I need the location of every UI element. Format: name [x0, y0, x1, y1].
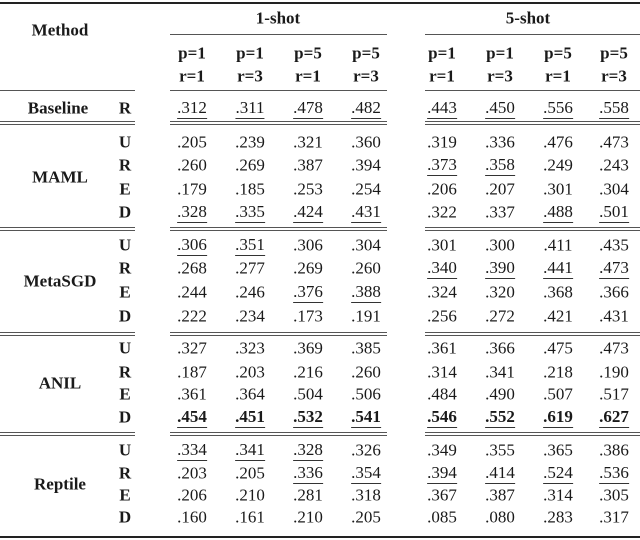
table-cell: .327 [177, 338, 207, 358]
table-cell: .336 [293, 463, 323, 482]
table-cell: .373 [427, 155, 457, 174]
table-cell: .358 [485, 155, 515, 174]
table-cell: .304 [599, 179, 629, 199]
table-cell: .476 [543, 132, 573, 152]
table-cell: .244 [177, 282, 207, 302]
metric-letter: E [119, 179, 131, 199]
table-cell: .336 [485, 132, 515, 152]
metric-letter: U [118, 440, 132, 460]
table-cell: .218 [543, 362, 573, 382]
table-cell: .269 [235, 155, 265, 175]
table-cell: .504 [293, 384, 323, 404]
p-label: p=5 [352, 43, 380, 63]
table-rule [170, 230, 387, 231]
cmidrule-1-shot [170, 34, 387, 35]
table-rule [170, 435, 387, 436]
table-cell: .160 [177, 507, 207, 527]
table-cell: .300 [485, 235, 515, 255]
table-cell: .421 [543, 306, 573, 326]
table-cell: .558 [599, 98, 629, 117]
table-cell: .368 [543, 282, 573, 302]
table-rule [170, 124, 387, 125]
table-cell: .450 [485, 98, 515, 117]
table-rule [0, 227, 135, 228]
table-cell: .365 [543, 440, 573, 460]
r-label: r=1 [429, 66, 455, 86]
table-cell: .222 [177, 306, 207, 326]
table-cell: .506 [351, 384, 381, 404]
table-cell: .501 [599, 202, 629, 221]
method-header: Method [31, 20, 89, 40]
table-cell: .361 [427, 338, 457, 358]
table-cell: .191 [351, 306, 381, 326]
table-cell: .304 [351, 235, 381, 255]
table-cell: .328 [177, 202, 207, 221]
p-label: p=5 [294, 43, 322, 63]
table-cell: .394 [427, 463, 457, 482]
table-cell: .306 [177, 235, 207, 254]
table-rule [425, 332, 640, 333]
table-cell: .424 [293, 202, 323, 221]
table-cell: .441 [543, 258, 573, 277]
table-cell: .190 [599, 362, 629, 382]
metric-letter: U [118, 132, 132, 152]
table-cell: .367 [427, 485, 457, 505]
method-name-maml: MAML [32, 167, 88, 187]
metric-letter: U [118, 338, 132, 358]
table-rule [170, 332, 387, 333]
table-cell: .355 [485, 440, 515, 460]
table-cell: .328 [293, 440, 323, 459]
table-cell: .206 [427, 179, 457, 199]
table-cell: .305 [599, 485, 629, 505]
table-cell: .161 [235, 507, 265, 527]
table-cell: .546 [427, 407, 457, 426]
table-rule [0, 332, 135, 333]
table-rule [425, 90, 640, 91]
table-rule [425, 124, 640, 125]
table-cell: .394 [351, 155, 381, 175]
table-cell: .431 [599, 306, 629, 326]
table-cell: .385 [351, 338, 381, 358]
table-cell: .185 [235, 179, 265, 199]
table-cell: .283 [543, 507, 573, 527]
table-cell: .312 [177, 98, 207, 117]
table-rule [425, 227, 640, 228]
metric-letter: E [119, 282, 131, 302]
table-cell: .411 [543, 235, 573, 255]
table-cell: .341 [235, 440, 265, 459]
table-rule [425, 335, 640, 336]
table-rule [170, 432, 387, 433]
table-cell: .619 [543, 407, 573, 426]
table-rule [170, 335, 387, 336]
table-cell: .517 [599, 384, 629, 404]
table-cell: .080 [485, 507, 515, 527]
method-name-reptile: Reptile [34, 474, 86, 493]
metric-letter: R [118, 362, 132, 382]
table-rule [0, 230, 135, 231]
r-label: r=3 [237, 66, 263, 86]
table-cell: .277 [235, 258, 265, 278]
table-cell: .234 [235, 306, 265, 326]
table-cell: .210 [235, 485, 265, 505]
table-cell: .349 [427, 440, 457, 460]
table-cell: .179 [177, 179, 207, 199]
p-label: p=1 [178, 43, 206, 63]
metric-letter: R [118, 155, 132, 175]
table-cell: .388 [351, 282, 381, 301]
table-cell: .301 [427, 235, 457, 255]
table-rule [0, 124, 135, 125]
table-cell: .451 [235, 407, 265, 426]
table-rule [170, 90, 387, 91]
group-header-5-shot: 5-shot [505, 8, 551, 28]
table-cell: .301 [543, 179, 573, 199]
table-cell: .203 [235, 362, 265, 382]
table-cell: .627 [599, 407, 629, 426]
table-rule [0, 90, 135, 91]
table-rule [425, 435, 640, 436]
table-cell: .210 [293, 507, 323, 527]
table-cell: .337 [485, 202, 515, 222]
table-cell: .366 [599, 282, 629, 302]
table-cell: .524 [543, 463, 573, 482]
table-cell: .387 [485, 485, 515, 505]
table-cell: .390 [485, 258, 515, 277]
table-cell: .366 [485, 338, 515, 358]
table-cell: .488 [543, 202, 573, 221]
table-cell: .473 [599, 258, 629, 277]
p-label: p=5 [600, 43, 628, 63]
table-cell: .326 [351, 440, 381, 460]
table-cell: .335 [235, 202, 265, 221]
metric-letter: R [118, 98, 132, 118]
p-label: p=1 [236, 43, 264, 63]
table-cell: .475 [543, 338, 573, 358]
table-rule [0, 335, 135, 336]
table-cell: .361 [177, 384, 207, 404]
table-cell: .443 [427, 98, 457, 117]
table-cell: .249 [543, 155, 573, 175]
table-cell: .321 [293, 132, 323, 152]
metric-letter: D [118, 407, 132, 427]
method-name-baseline: Baseline [27, 98, 89, 118]
table-cell: .243 [599, 155, 629, 175]
cmidrule-5-shot [425, 34, 640, 35]
table-cell: .206 [177, 485, 207, 505]
table-cell: .473 [599, 338, 629, 358]
table-cell: .260 [351, 258, 381, 278]
table-cell: .322 [427, 202, 457, 222]
table-cell: .454 [177, 407, 207, 426]
table-cell: .311 [235, 98, 265, 117]
table-rule [170, 227, 387, 228]
r-label: r=3 [353, 66, 379, 86]
table-cell: .246 [235, 282, 265, 302]
table-cell: .354 [351, 463, 381, 482]
table-cell: .306 [293, 235, 323, 255]
table-cell: .205 [235, 463, 265, 483]
table-cell: .323 [235, 338, 265, 358]
table-rule [425, 432, 640, 433]
table-cell: .314 [427, 362, 457, 382]
table-cell: .532 [293, 407, 323, 426]
r-label: r=1 [545, 66, 571, 86]
table-rule [170, 121, 387, 122]
table-cell: .173 [293, 306, 323, 326]
table-cell: .552 [485, 407, 515, 426]
table-cell: .207 [485, 179, 515, 199]
bottom-rule [0, 536, 640, 538]
table-cell: .239 [235, 132, 265, 152]
table-cell: .320 [485, 282, 515, 302]
p-label: p=1 [428, 43, 456, 63]
method-name-anil: ANIL [38, 373, 82, 392]
metric-letter: E [119, 384, 131, 404]
table-cell: .556 [543, 98, 573, 117]
metric-letter: U [118, 235, 132, 255]
table-cell: .484 [427, 384, 457, 404]
table-cell: .205 [351, 507, 381, 527]
metric-letter: E [119, 485, 131, 505]
table-cell: .435 [599, 235, 629, 255]
table-cell: .360 [351, 132, 381, 152]
table-cell: .376 [293, 282, 323, 301]
table-cell: .317 [599, 507, 629, 527]
r-label: r=3 [487, 66, 513, 86]
table-cell: .203 [177, 463, 207, 483]
table-cell: .387 [293, 155, 323, 175]
method-name-metasgd: MetaSGD [23, 271, 97, 290]
table-cell: .256 [427, 306, 457, 326]
table-cell: .541 [351, 407, 381, 426]
table-cell: .324 [427, 282, 457, 302]
table-cell: .507 [543, 384, 573, 404]
metric-letter: D [118, 507, 132, 527]
table-rule [425, 121, 640, 122]
table-cell: .260 [177, 155, 207, 175]
table-cell: .085 [427, 507, 457, 527]
table-cell: .482 [351, 98, 381, 117]
table-cell: .490 [485, 384, 515, 404]
r-label: r=1 [179, 66, 205, 86]
p-label: p=1 [486, 43, 514, 63]
table-cell: .281 [293, 485, 323, 505]
table-cell: .364 [235, 384, 265, 404]
table-rule [0, 435, 135, 436]
table-cell: .319 [427, 132, 457, 152]
table-cell: .431 [351, 202, 381, 221]
table-cell: .205 [177, 132, 207, 152]
table-cell: .369 [293, 338, 323, 358]
table-cell: .473 [599, 132, 629, 152]
table-cell: .351 [235, 235, 265, 254]
table-cell: .260 [351, 362, 381, 382]
table-cell: .314 [543, 485, 573, 505]
table-rule [0, 121, 135, 122]
metric-letter: D [118, 306, 132, 326]
table-cell: .318 [351, 485, 381, 505]
r-label: r=1 [295, 66, 321, 86]
table-cell: .254 [351, 179, 381, 199]
table-cell: .269 [293, 258, 323, 278]
table-cell: .478 [293, 98, 323, 117]
p-label: p=5 [544, 43, 572, 63]
table-cell: .536 [599, 463, 629, 482]
metric-letter: R [118, 463, 132, 483]
table-cell: .414 [485, 463, 515, 482]
table-cell: .341 [485, 362, 515, 382]
table-cell: .253 [293, 179, 323, 199]
metric-letter: D [118, 202, 132, 222]
table-cell: .187 [177, 362, 207, 382]
table-cell: .334 [177, 440, 207, 459]
r-label: r=3 [601, 66, 627, 86]
table-cell: .386 [599, 440, 629, 460]
table-cell: .216 [293, 362, 323, 382]
table-cell: .340 [427, 258, 457, 277]
metric-letter: R [118, 258, 132, 278]
table-rule [0, 432, 135, 433]
top-rule [0, 2, 640, 4]
table-rule [425, 230, 640, 231]
table-cell: .268 [177, 258, 207, 278]
table-cell: .272 [485, 306, 515, 326]
group-header-1-shot: 1-shot [255, 8, 301, 28]
